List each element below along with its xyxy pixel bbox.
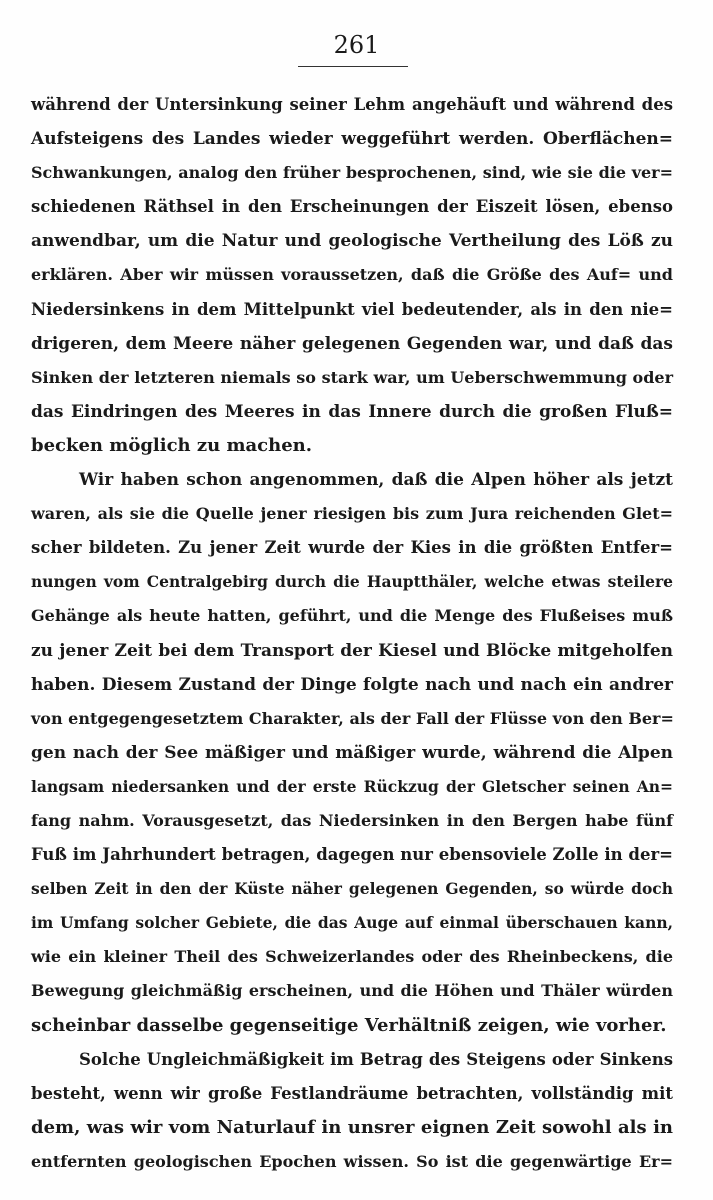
body-text <box>31 88 673 1179</box>
text-line: von entgegengesetztem Charakter, als der Fall der Flüsse von den Ber= <box>31 708 674 728</box>
text-line: haben. Diesem Zustand der Dinge folgte nach und nach ein andrer <box>31 674 673 695</box>
text-line: Fuß im Jahrhundert betragen, dagegen nur ebensoviele Zolle in der= <box>31 845 673 865</box>
text-line: entfernten geologischen Epochen wissen. So ist die gegenwärtige Er= <box>31 1151 673 1171</box>
text-line: besteht, wenn wir große Festlandräume betrachten, vollständig mit <box>31 1083 673 1103</box>
paragraph-start-line: Wir haben schon angenommen, daß die Alpen höher als jetzt <box>79 470 673 491</box>
text-line: Schwankungen, analog den früher besprochenen, sind, wie sie die ver= <box>31 163 673 183</box>
text-line: Aufsteigens des Landes wieder weggeführt werden. Oberflächen= <box>31 129 673 150</box>
text-line: dem, was wir vom Naturlauf in unsrer eignen Zeit sowohl als in <box>31 1116 673 1138</box>
text-line: fang nahm. Vorausgesetzt, das Niedersinken in den Bergen habe fünf <box>31 810 673 830</box>
text-line: Niedersinkens in dem Mittelpunkt viel bedeutender, als in den nie= <box>31 299 673 319</box>
text-line: Bewegung gleichmäßig erscheinen, und die Höhen und Thäler würden <box>31 981 673 1001</box>
text-line: wie ein kleiner Theil des Schweizerlandes oder des Rheinbeckens, die <box>31 947 673 967</box>
text-line: langsam niedersanken und der erste Rückzug der Gletscher seinen An= <box>31 776 673 796</box>
text-line: drigeren, dem Meere näher gelegenen Gegenden war, und daß das <box>31 333 673 354</box>
text-line: anwendbar, um die Natur und geologische Vertheilung des Löß zu <box>31 231 673 252</box>
text-line: schiedenen Räthsel in den Erscheinungen der Eiszeit lösen, ebenso <box>31 197 673 217</box>
text-line: waren, als sie die Quelle jener riesigen bis zum Jura reichenden Glet= <box>31 504 673 524</box>
text-line: erklären. Aber wir müssen voraussetzen, daß die Größe des Auf= und <box>31 265 673 285</box>
text-line: gen nach der See mäßiger und mäßiger wurde, während die Alpen <box>31 742 673 763</box>
paragraph-end-line: becken möglich zu machen. <box>31 434 313 456</box>
text-line: scher bildeten. Zu jener Zeit wurde der Kies in die größten Entfer= <box>31 538 673 558</box>
page-number: 261 <box>333 31 380 59</box>
header-rule <box>298 66 408 67</box>
text-line: während der Untersinkung seiner Lehm angehäuft und während des <box>31 95 673 114</box>
text-line: Sinken der letzteren niemals so stark war, um Ueberschwemmung oder <box>31 367 673 387</box>
text-line: zu jener Zeit bei dem Transport der Kiesel und Blöcke mitgeholfen <box>31 640 673 661</box>
text-line: selben Zeit in den der Küste näher gelegenen Gegenden, so würde doch <box>31 879 673 899</box>
paragraph-end-line: scheinbar dasselbe gegenseitige Verhältniß zeigen, wie vorher. <box>31 1014 667 1036</box>
text-line: nungen vom Centralgebirg durch die Hauptthäler, welche etwas steilere <box>31 572 673 592</box>
text-line: Gehänge als heute hatten, geführt, und die Menge des Flußeises muß <box>31 606 673 626</box>
paragraph-start-line: Solche Ungleichmäßigkeit im Betrag des Steigens oder Sinkens <box>79 1049 673 1069</box>
text-line: das Eindringen des Meeres in das Innere durch die großen Fluß= <box>31 401 673 422</box>
text-line: im Umfang solcher Gebiete, die das Auge auf einmal überschauen kann, <box>31 913 673 933</box>
